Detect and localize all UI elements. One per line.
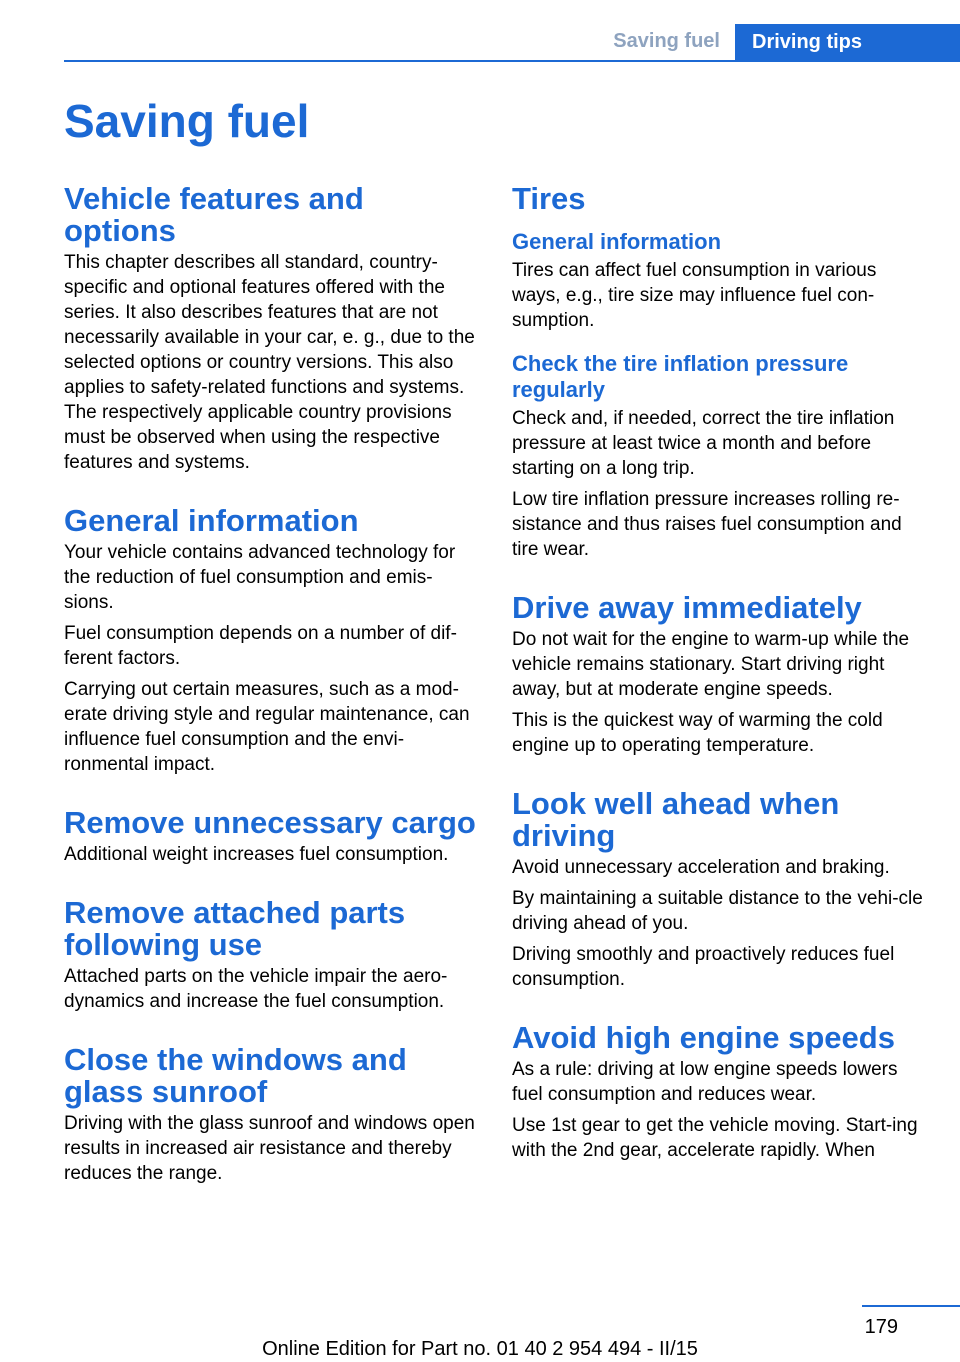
paragraph-tires-general: Tires can affect fuel consumption in various ways, e.g., tire size may influence fuel con-sumption. [512, 260, 877, 331]
paragraph-vehicle-features: This chapter describes all standard, country-specific and optional features offered with the series. It also describes features that are not necessarily available in your car, e. g., due to the selected options or country versions. This also applies to safety-related functions and systems. The respectively applicable country provisions must be observed when using the respective features and systems. [64, 252, 475, 473]
paragraph-look-ahead-3: Driving smoothly and proactively reduces fuel consumption. [512, 944, 895, 990]
paragraph-look-ahead-1: Avoid unnecessary acceleration and braking. [512, 857, 890, 878]
paragraph-remove-cargo: Additional weight increases fuel consumption. [64, 844, 449, 865]
paragraph-remove-attached-parts: Attached parts on the vehicle impair the aero-dynamics and increase the fuel consumption. [64, 966, 448, 1012]
paragraph-tire-pressure-1: Check and, if needed, correct the tire inflation pressure at least twice a month and before starting on a long trip. [512, 408, 895, 479]
heading-avoid-high-speeds: Avoid high engine speeds [512, 1020, 895, 1055]
paragraph-close-windows: Driving with the glass sunroof and windows open results in increased air resistance and thereby reduces the range. [64, 1113, 475, 1184]
heading-general-information: General information [64, 503, 359, 538]
heading-look-ahead: Look well ahead when driving [512, 786, 840, 853]
page-title: Saving fuel [64, 95, 310, 147]
paragraph-high-speeds-1: As a rule: driving at low engine speeds lowers fuel consumption and reduces wear. [512, 1059, 898, 1105]
header-section-tab[interactable]: Saving fuel [613, 30, 720, 52]
heading-remove-attached-parts: Remove attached parts following use [64, 895, 406, 962]
header-chapter-tab[interactable]: Driving tips [735, 24, 960, 62]
subheading-tire-pressure: Check the tire inflation pressure regularly [512, 351, 849, 402]
heading-close-windows: Close the windows and glass sunroof [64, 1042, 407, 1109]
heading-vehicle-features: Vehicle features and options [64, 181, 364, 248]
right-column [512, 183, 928, 1169]
heading-drive-away: Drive away immediately [512, 590, 862, 625]
paragraph-look-ahead-2: By maintaining a suitable distance to the vehi-cle driving ahead of you. [512, 888, 923, 934]
left-column [64, 183, 480, 1192]
paragraph-general-3: Carrying out certain measures, such as a mod-erate driving style and regular maintenance, can influence fuel consumption and the envi-ronmental impact. [64, 679, 470, 775]
paragraph-general-2: Fuel consumption depends on a number of dif-ferent factors. [64, 623, 457, 669]
paragraph-tire-pressure-2: Low tire inflation pressure increases rolling re-sistance and thus raises fuel consumption and tire wear. [512, 489, 902, 560]
edition-footer: Online Edition for Part no. 01 40 2 954 494 - II/15 [262, 1338, 698, 1360]
paragraph-high-speeds-2: Use 1st gear to get the vehicle moving. Start-ing with the 2nd gear, accelerate rapidly. When [512, 1115, 918, 1161]
heading-tires: Tires [512, 181, 586, 216]
heading-remove-cargo: Remove unnecessary cargo [64, 805, 476, 840]
subheading-tires-general: General information [512, 229, 722, 254]
page-number: 179 [864, 1316, 898, 1338]
footer-rule [862, 1305, 960, 1307]
paragraph-drive-away-2: This is the quickest way of warming the cold engine up to operating temperature. [512, 710, 883, 756]
paragraph-general-1: Your vehicle contains advanced technology for the reduction of fuel consumption and emis-sions. [64, 542, 456, 613]
paragraph-drive-away-1: Do not wait for the engine to warm-up while the vehicle remains stationary. Start driving right away, but at moderate engine speeds. [512, 629, 910, 700]
